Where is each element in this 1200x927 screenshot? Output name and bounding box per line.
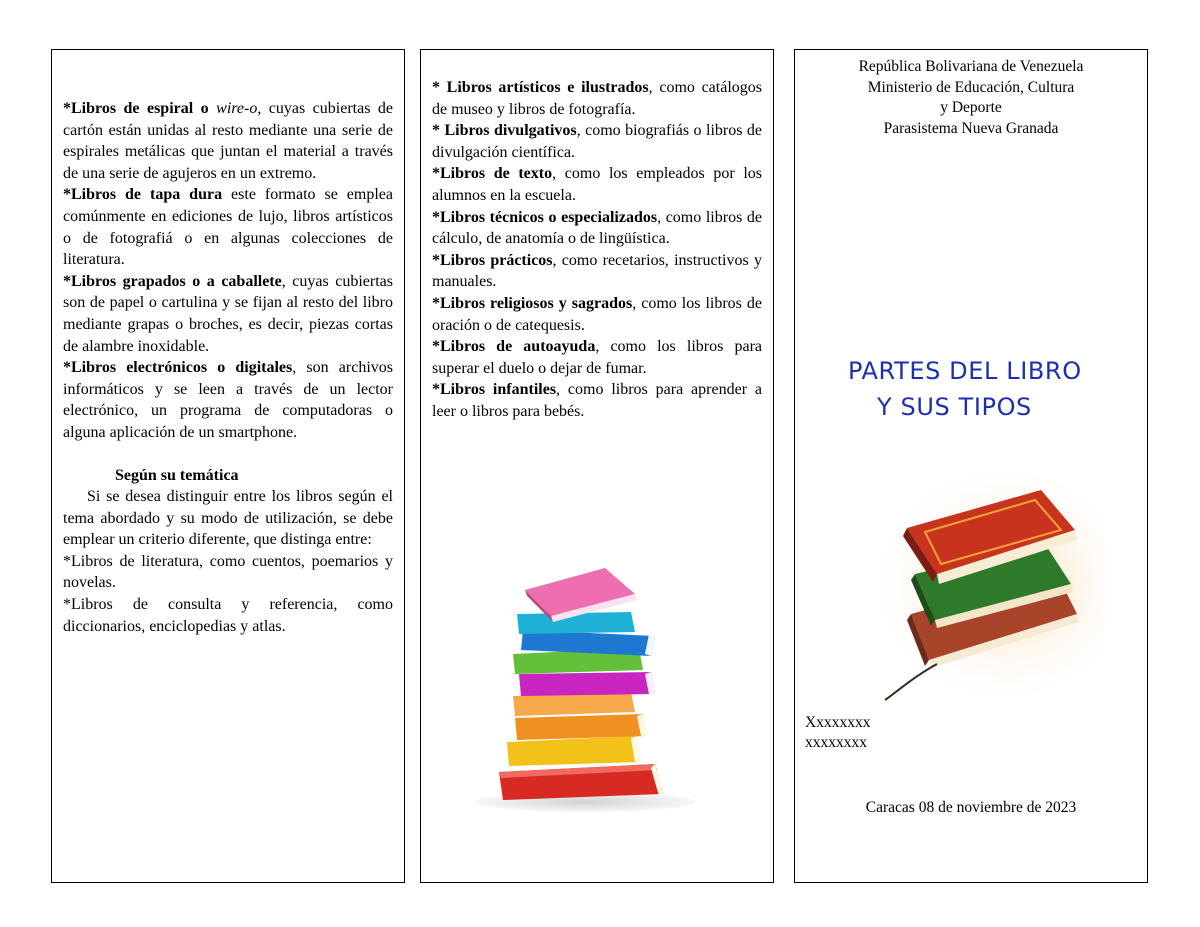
- header-line: Ministerio de Educación, Cultura: [867, 78, 1075, 96]
- theme-item: [432, 207, 762, 250]
- author-names: [805, 713, 870, 753]
- theme-text: , como catálogos de museo y libros de fotografía.: [432, 79, 763, 118]
- theme-text: , como recetarios, instructivos y manuales.: [432, 251, 762, 291]
- cover-panel: [794, 49, 1148, 883]
- format-text: , cuyas cubiertas son de papel o cartulina y se fijan al resto del libro mediante grapas o broches, es decir, piezas cortas de alambre inoxidable.: [63, 272, 393, 355]
- format-item-stapled: [63, 271, 393, 357]
- publication-date: Caracas 08 de noviembre de 2023: [865, 799, 1077, 816]
- theme-title: * Libros divulgativos: [432, 122, 577, 140]
- theme-title: * Libros artísticos e ilustrados: [432, 79, 649, 96]
- theme-text: , como los libros para superar el duelo o dejar de fumar.: [432, 338, 763, 377]
- theme-text: , como los libros de oración o de catequesis.: [432, 294, 762, 334]
- format-title: *Libros de tapa dura: [63, 186, 223, 204]
- theme-title: *Libros religiosos y sagrados: [432, 294, 633, 312]
- middle-panel: [420, 49, 774, 883]
- theme-text: , como libros para aprender a leer o libros para bebés.: [432, 381, 762, 420]
- theme-item: *Libros de consulta y referencia, como diccionarios, enciclopedias y atlas.: [63, 596, 393, 635]
- theme-item: [432, 163, 762, 206]
- title-line: PARTES DEL LIBRO: [848, 357, 1082, 385]
- theme-title: *Libros de texto: [432, 165, 553, 183]
- theme-item: [432, 336, 762, 379]
- theme-text: , como libros de cálculo, de anatomía o de lingüística.: [432, 208, 762, 248]
- section-intro: Si se desea distinguir entre los libros según el tema abordado y su modo de utilización, se debe emplear un criterio diferente, que distinga entre:: [63, 488, 393, 549]
- header-line: República Bolivariana de Venezuela: [858, 58, 1084, 75]
- old-books-illustration: [845, 464, 1105, 704]
- brochure-title: [795, 353, 1147, 425]
- left-column-text: [63, 98, 393, 637]
- theme-item: [432, 293, 762, 336]
- theme-title: *Libros de autoayuda: [432, 338, 596, 356]
- format-title: *Libros de espiral o: [63, 100, 217, 117]
- author-name: xxxxxxxx: [805, 734, 867, 751]
- theme-item: *Libros de literatura, como cuentos, poemarios y novelas.: [63, 552, 393, 592]
- format-item-hardcover: [63, 184, 393, 270]
- theme-text: , como los empleados por los alumnos en la escuela.: [432, 165, 763, 204]
- format-text: , son archivos informáticos y se leen a través de un lector electrónico, un programa de computadoras o alguna aplicación de un smartphone.: [63, 359, 394, 441]
- theme-text: , como biografiás o libros de divulgación científica.: [432, 122, 762, 161]
- title-line: Y SUS TIPOS: [877, 393, 1032, 421]
- theme-item: [432, 77, 762, 120]
- theme-title: *Libros prácticos: [432, 251, 553, 269]
- header-line: Parasistema Nueva Granada: [883, 119, 1059, 137]
- theme-title: *Libros infantiles: [432, 381, 557, 399]
- format-title: *Libros grapados o a caballete: [63, 272, 282, 290]
- format-title: *Libros electrónicos o digitales: [63, 359, 293, 377]
- section-heading: Según su temática: [115, 466, 239, 484]
- format-item-spiral: [63, 98, 393, 184]
- theme-title: *Libros técnicos o especializados: [432, 208, 658, 226]
- left-panel: [51, 49, 405, 883]
- format-text: este formato se emplea comúnmente en ediciones de lujo, libros artísticos o de fotografiá o en algunas colecciones de literatura.: [63, 186, 394, 269]
- header-line: y Deporte: [940, 99, 1002, 116]
- book-stack-illustration: [455, 550, 715, 815]
- institution-header: [795, 57, 1147, 139]
- theme-item: [432, 379, 762, 422]
- author-name: Xxxxxxxx: [805, 714, 871, 731]
- middle-column-text: [432, 77, 762, 423]
- format-title-italic: wire-o: [216, 100, 258, 117]
- format-item-digital: [63, 357, 393, 443]
- format-text: , cuyas cubiertas de cartón están unidas al resto mediante una serie de espirales metálicas que juntan el material a través de una serie de agujeros en un extremo.: [63, 100, 394, 182]
- theme-item: [432, 250, 762, 293]
- theme-item: [432, 120, 762, 163]
